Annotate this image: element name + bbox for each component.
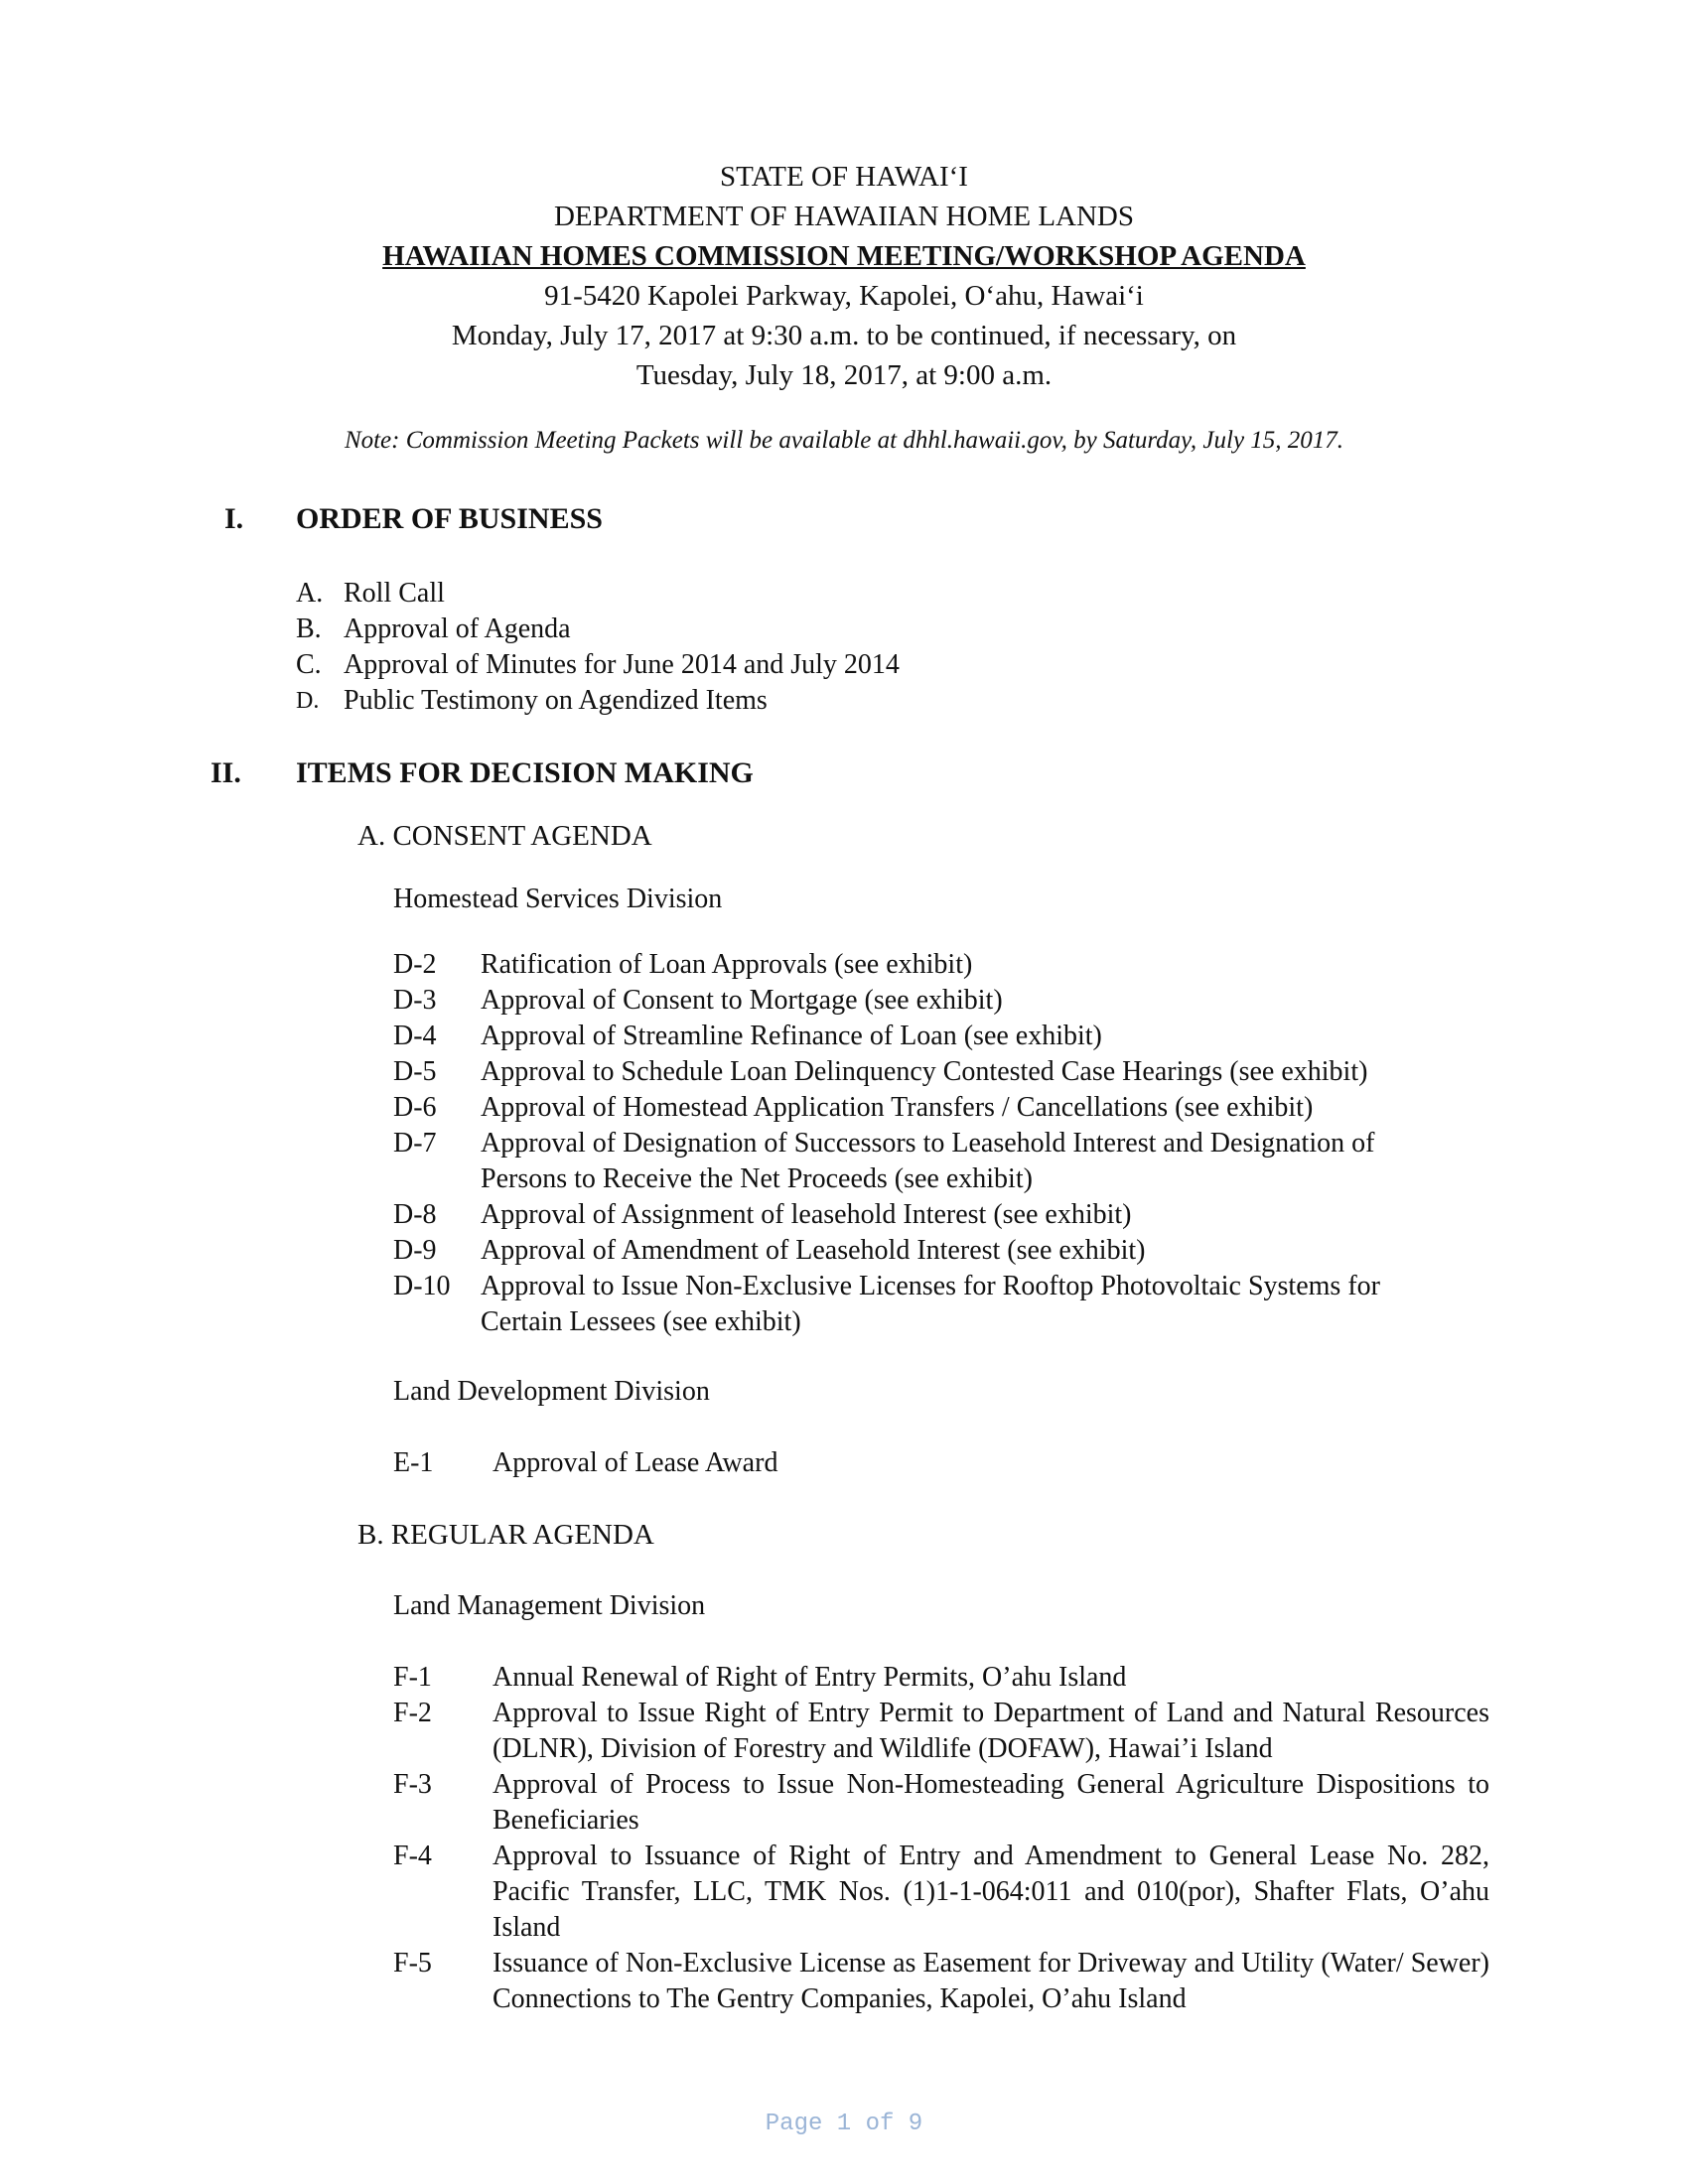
header-department: DEPARTMENT OF HAWAIIAN HOME LANDS [553, 201, 1134, 232]
section-items-for-decision-making [211, 756, 1402, 796]
list-item: D-6 Approval of Homestead Application Transfers / Cancellations (see exhibit) [393, 1092, 1314, 1123]
list-item: D-7 Approval of Designation of Successors to Leasehold Interest and Designation of Persons to Receive the Net Proceeds (see exhibit) [393, 1128, 1375, 1194]
regular-agenda-list [393, 1660, 1489, 2017]
section-title: ORDER OF BUSINESS [296, 502, 603, 535]
header-date-line2: Tuesday, July 18, 2017, at 9:00 a.m. [635, 359, 1053, 391]
packet-note: Note: Commission Meeting Packets will be available at dhhl.hawaii.gov, by Saturday, July 15, 2017. [344, 427, 1344, 454]
header-state: STATE OF HAWAI‘I [720, 161, 968, 193]
consent-agenda-heading: A. CONSENT AGENDA [357, 820, 652, 852]
list-item: D-3 Approval of Consent to Mortgage (see exhibit) [393, 985, 1003, 1016]
header-title: HAWAIIAN HOMES COMMISSION MEETING/WORKSHOP AGENDA [382, 240, 1306, 272]
land-development-division-label: Land Development Division [393, 1376, 710, 1407]
section-title: ITEMS FOR DECISION MAKING [296, 756, 754, 789]
list-item: D-9 Approval of Amendment of Leasehold Interest (see exhibit) [393, 1235, 1146, 1266]
list-item: B. Approval of Agenda [296, 614, 571, 644]
list-item: F-1 Annual Renewal of Right of Entry Permits, O’ahu Island [393, 1662, 1127, 1693]
order-of-business-list [296, 576, 1289, 719]
land-management-division-label: Land Management Division [393, 1590, 706, 1621]
regular-agenda-heading: B. REGULAR AGENDA [357, 1519, 654, 1551]
land-development-list [393, 1445, 1466, 1481]
list-item: C. Approval of Minutes for June 2014 and July 2014 [296, 649, 900, 680]
homestead-services-division-label: Homestead Services Division [393, 884, 723, 914]
page-number: Page 1 of 9 [765, 2111, 923, 2137]
section-order-of-business [224, 502, 1416, 542]
list-item: F-2 Approval to Issue Right of Entry Permit to Department of Land and Natural Resources (DLNR), Division of Forestry and Wildlife (DOFAW), Hawai’i Island [393, 1698, 1489, 1764]
list-item: D-10 Approval to Issue Non-Exclusive Licenses for Rooftop Photovoltaic Systems for Certain Lessees (see exhibit) [393, 1271, 1380, 1337]
list-item: F-3 Approval of Process to Issue Non-Homesteading General Agriculture Dispositions to Beneficiaries [393, 1769, 1489, 1836]
consent-agenda-list [393, 947, 1466, 1340]
list-item: F-5 Issuance of Non-Exclusive License as Easement for Driveway and Utility (Water/ Sewer) Connections to The Gentry Companies, Kapolei, O’ahu Island [393, 1948, 1489, 2014]
section-number: I. [224, 502, 244, 535]
header-date-line1: Monday, July 17, 2017 at 9:30 a.m. to be continued, if necessary, on [451, 320, 1237, 351]
list-item: D-4 Approval of Streamline Refinance of Loan (see exhibit) [393, 1021, 1102, 1051]
list-item: E-1 Approval of Lease Award [393, 1447, 778, 1478]
list-item: D-2 Ratification of Loan Approvals (see exhibit) [393, 949, 973, 980]
list-item: F-4 Approval to Issuance of Right of Entry and Amendment to General Lease No. 282, Pacific Transfer, LLC, TMK Nos. (1)1-1-064:011 and 010(por), Shafter Flats, O’ahu Island [393, 1841, 1489, 1943]
list-item: D-8 Approval of Assignment of leasehold Interest (see exhibit) [393, 1199, 1132, 1230]
list-item: A. Roll Call [296, 578, 445, 609]
list-item: D. Public Testimony on Agendized Items [296, 685, 768, 716]
section-number: II. [211, 756, 241, 789]
list-item: D-5 Approval to Schedule Loan Delinquency Contested Case Hearings (see exhibit) [393, 1056, 1368, 1087]
header-address: 91-5420 Kapolei Parkway, Kapolei, O‘ahu, Hawai‘i [544, 280, 1144, 312]
document-header [0, 157, 1688, 395]
